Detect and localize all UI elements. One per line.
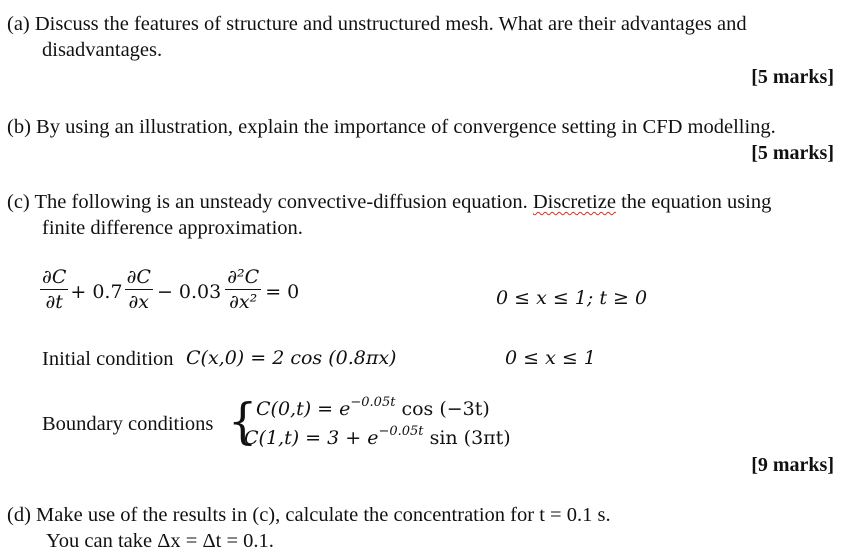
question-d-line2: You can take Δx = Δt = 0.1. <box>46 530 274 552</box>
boundary-condition-1: $C(0,t) = e^{-0.05t}$ cos (−3t) <box>256 395 490 420</box>
question-d-line1: (d) Make use of the results in (c), calculate the concentration for t = 0.1 s. <box>7 504 611 526</box>
pde-domain: 0 ≤ x ≤ 1; t ≥ 0 <box>496 287 648 309</box>
pde-op-diffusion: − 0.03 <box>156 280 222 303</box>
question-b-line1: (b) By using an illustration, explain the importance of convergence setting in CFD modelling. <box>7 116 776 138</box>
question-b-marks: [5 marks] <box>751 142 834 164</box>
pde-equation <box>40 268 299 315</box>
question-a-line2: disadvantages. <box>42 39 163 61</box>
left-brace-icon: { <box>228 392 258 450</box>
boundary-condition-2: $C(1,t) = 3 + e^{-0.05t}$ sin (3πt) <box>244 424 511 449</box>
question-c-line1 <box>7 190 771 214</box>
pde-rhs: = 0 <box>265 280 300 303</box>
pde-op-convection: + 0.7 <box>70 280 123 303</box>
question-c-line1-post: the equation using <box>615 191 772 213</box>
initial-condition-expr: C(x,0) = 2 cos (0.8πx) <box>186 347 397 369</box>
question-c-line2: finite difference approximation. <box>42 217 303 239</box>
initial-condition-domain: 0 ≤ x ≤ 1 <box>505 347 596 369</box>
question-a-line1: (a) Discuss the features of structure and unstructured mesh. What are their advantages and <box>7 13 747 35</box>
question-a-marks: [5 marks] <box>751 66 834 88</box>
second-derivative: $\frac{\text{∂²C}}{\text{∂x²}}$ <box>227 266 260 313</box>
question-c-marks: [9 marks] <box>751 454 834 476</box>
question-c-line1-pre: (c) The following is an unsteady convective-diffusion equation. <box>7 191 533 213</box>
spellcheck-flagged-word: Discretize <box>532 191 616 213</box>
space-derivative: $\frac{\partial C}{\partial x}$ <box>126 266 151 313</box>
time-derivative: $\frac{\partial C}{\partial t}$ <box>42 266 67 313</box>
boundary-conditions-label: Boundary conditions <box>42 413 214 435</box>
initial-condition-label: Initial condition <box>42 348 174 370</box>
